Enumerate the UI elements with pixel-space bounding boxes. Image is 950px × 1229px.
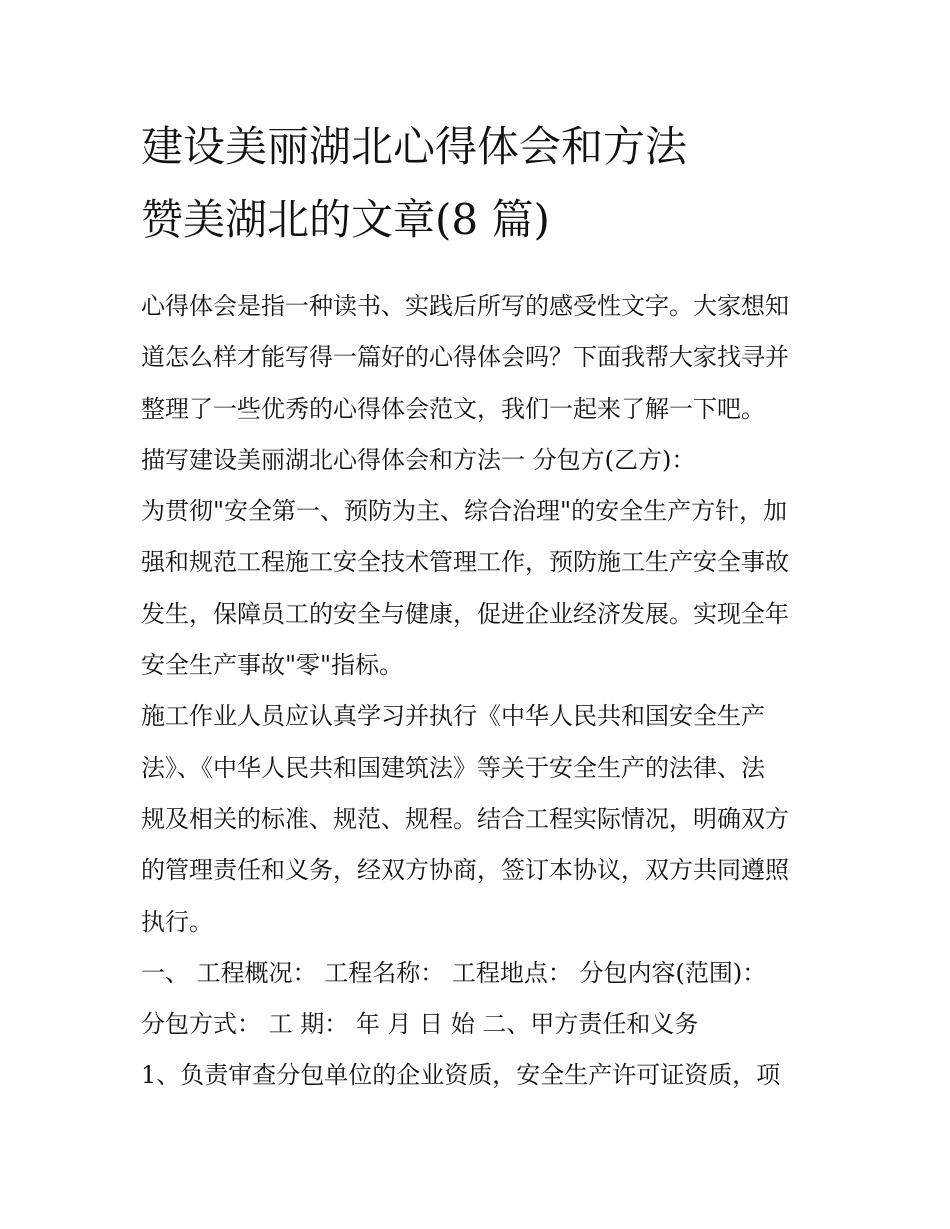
body-line: 发生，保障员工的安全与健康，促进企业经济发展。实现全年 [141, 599, 789, 628]
body-line: 一、 工程概况： 工程名称： 工程地点： 分包内容(范围)： [141, 958, 767, 987]
document-title [141, 110, 821, 256]
document-body [141, 281, 821, 1102]
body-line: 1、负责审查分包单位的企业资质，安全生产许可证资质，项 [141, 1061, 781, 1090]
body-line: 道怎么样才能写得一篇好的心得体会吗？下面我帮大家找寻并 [141, 343, 789, 372]
body-line: 执行。 [141, 907, 213, 936]
body-line: 描写建设美丽湖北心得体会和方法一 分包方(乙方)： [141, 445, 696, 474]
body-line: 安全生产事故"零"指标。 [141, 651, 404, 680]
title-line-1: 建设美丽湖北心得体会和方法 [141, 122, 688, 171]
body-line: 规及相关的标准、规范、规程。结合工程实际情况，明确双方 [141, 804, 789, 833]
body-line: 为贯彻"安全第一、预防为主、综合治理"的安全生产方针，加 [141, 497, 788, 526]
body-line: 分包方式： 工 期： 年 月 日 始 二、甲方责任和义务 [141, 1010, 699, 1039]
body-line: 的管理责任和义务，经双方协商，签订本协议，双方共同遵照 [141, 856, 789, 885]
body-line: 心得体会是指一种读书、实践后所写的感受性文字。大家想知 [141, 292, 789, 320]
body-line: 整理了一些优秀的心得体会范文，我们一起来了解一下吧。 [141, 394, 765, 423]
body-line: 强和规范工程施工安全技术管理工作，预防施工生产安全事故 [141, 548, 789, 577]
body-line: 施工作业人员应认真学习并执行《中华人民共和国安全生产 [141, 702, 765, 731]
title-line-2: 赞美湖北的文章(8 篇) [141, 195, 550, 244]
body-line: 法》、《中华人民共和国建筑法》等关于安全生产的法律、法 [141, 753, 765, 782]
